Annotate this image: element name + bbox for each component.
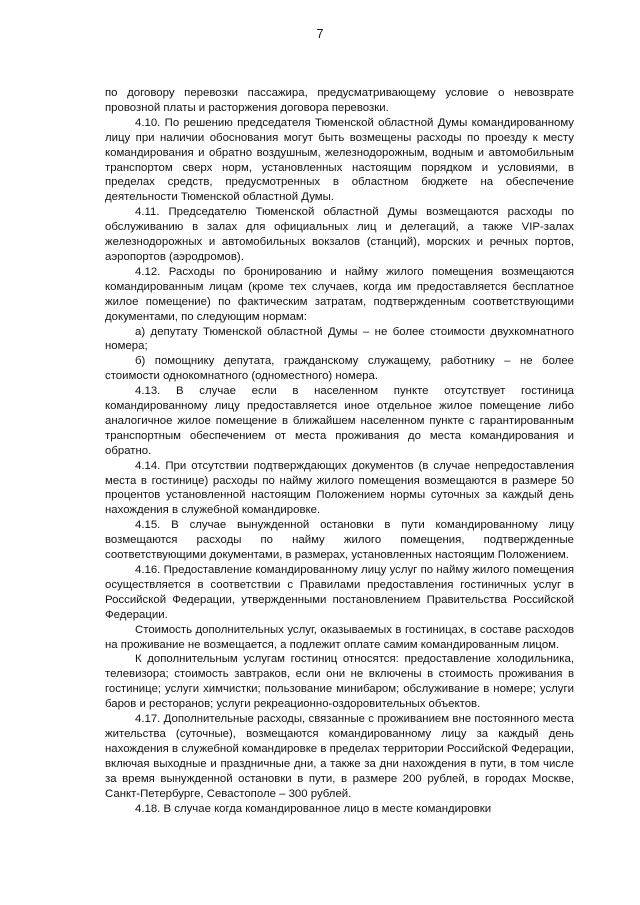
paragraph-4-11: 4.11. Председателю Тюменской областной Думы возмещаются расходы по обслуживанию в залах для официальных лиц и делегаций, а также VIP-залах железнодорожных и автомобильных вокзалов (станций), морских и речных портов, аэропортов (аэродромов). (105, 206, 574, 263)
paragraph-4-12-a: а) депутату Тюменской областной Думы – не более стоимости двухкомнатного номера; (105, 325, 574, 353)
paragraph-4-14: 4.14. При отсутствии подтверждающих документов (в случае непредоставления места в гостинице) расходы по найму жилого помещения возмещаются в размере 50 процентов установленной настоящим Положением нормы суточных за каждый день нахождения в служебной командировке. (105, 459, 574, 517)
paragraph-4-13: 4.13. В случае если в населенном пункте отсутствует гостиница командированному лицу предоставляется иное отдельное жилое помещение либо аналогичное жилое помещение в ближайшем населенном пункте с гарантированным транспортным обеспечением от места проживания до места командирования и обратно. (105, 385, 574, 457)
paragraph-4-15: 4.15. В случае вынужденной остановки в пути командированному лицу возмещаются расходы по найму жилого помещения, подтвержденные соответствующими документами, в размерах, установленных настоящим Положением. (105, 519, 574, 562)
page-number: 7 (316, 27, 324, 41)
paragraph-additional-services-list: К дополнительным услугам гостиниц относятся: предоставление холодильника, телевизора; стоимость завтраков, если они не включены в стоимость проживания в гостинице; услуги химчистки; пользование минибаром; обслуживание в номере; услуги баров и ресторанов; услуги рекреационно-оздоровительных объектов. (105, 653, 574, 711)
paragraph-4-12: 4.12. Расходы по бронированию и найму жилого помещения возмещаются командированным лицам (кроме тех случаев, когда им предоставляется бесплатное жилое помещение) по фактическим затратам, подтвержденным соответствующими документами, по следующим нормам: (105, 265, 574, 323)
paragraph-continuation: по договору перевозки пассажира, предусматривающему условие о невозврате провозной платы и расторжения договора перевозки. (105, 87, 574, 114)
paragraph-4-17: 4.17. Дополнительные расходы, связанные с проживанием вне постоянного места жительства (суточные), возмещаются командированному лицу за каждый день нахождения в служебной командировке в пределах территории Российской Федерации, включая выходные и праздничные дни, а также за дни нахождения в пути, в том числе за время вынужденной остановки в пути, в размере 200 рублей, в городах Москве, Санкт-Петербурге, Севастополе – 300 рублей. (105, 713, 574, 800)
paragraph-4-12-b: б) помощнику депутата, гражданскому служащему, работнику – не более стоимости однокомнатного (одноместного) номера. (105, 355, 574, 383)
paragraph-4-10: 4.10. По решению председателя Тюменской областной Думы командированному лицу при наличии обоснования могут быть возмещены расходы по проезду к месту командирования и обратно воздушным, железнодорожным, водным и автомобильным транспортом сверх норм, установленных настоящим порядком и условиями, в пределах средств, предусмотренных в областном бюджете на обеспечение деятельности Тюменской областной Думы. (105, 116, 574, 204)
paragraph-4-18: 4.18. В случае когда командированное лицо в месте командировки (135, 802, 492, 815)
paragraph-additional-services-cost: Стоимость дополнительных услуг, оказываемых в гостиницах, в составе расходов на проживание не возмещается, а подлежит оплате самим командированным лицом. (105, 623, 574, 651)
document-body (105, 86, 574, 816)
paragraph-4-16: 4.16. Предоставление командированному лицу услуг по найму жилого помещения осуществляется в соответствии с Правилами предоставления гостиничных услуг в Российской Федерации, утвержденными постановлением Правительства Российской Федерации. (105, 564, 574, 621)
